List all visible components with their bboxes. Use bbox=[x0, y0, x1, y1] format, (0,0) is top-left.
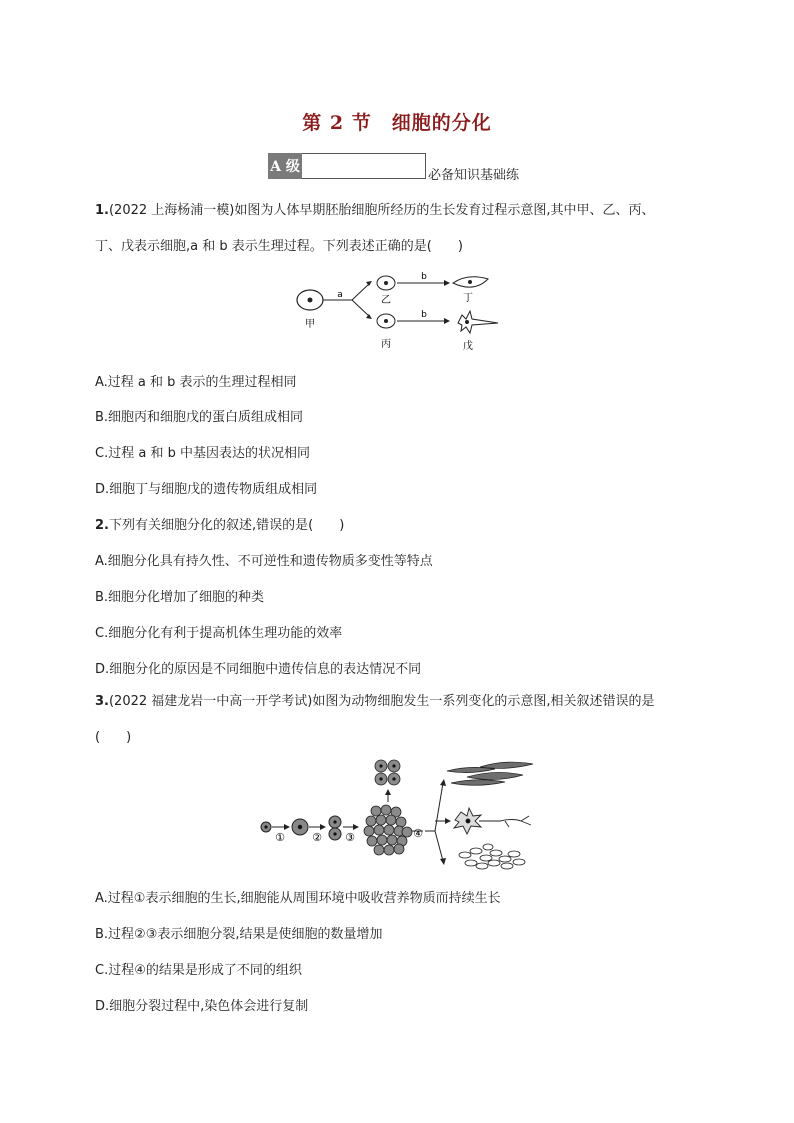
question-3-stem bbox=[95, 684, 705, 756]
cell-yi bbox=[377, 276, 395, 290]
question-2-stem bbox=[95, 514, 344, 533]
level-badge: A 级 bbox=[268, 153, 302, 179]
cell-small bbox=[261, 822, 271, 832]
label-ding: 丁 bbox=[463, 293, 473, 304]
level-header bbox=[268, 151, 520, 183]
question-3-number: 3. bbox=[95, 694, 109, 709]
question-2-option-c: C.细胞分化有利于提高机体生理功能的效率 bbox=[95, 626, 343, 641]
cell-large bbox=[292, 819, 308, 835]
level-blank-box bbox=[302, 153, 426, 179]
question-2-option-a: A.细胞分化具有持久性、不可逆性和遗传物质多变性等特点 bbox=[95, 554, 433, 569]
question-1-stem-line1: (2022 上海杨浦一模)如图为人体早期胚胎细胞所经历的生长发育过程示意图,其中甲、乙、丙、 bbox=[108, 203, 655, 218]
cell-cluster bbox=[364, 805, 412, 855]
question-3-figure bbox=[255, 755, 540, 877]
blood-cells bbox=[459, 844, 525, 869]
label-bing: 丙 bbox=[381, 339, 391, 350]
question-3-option-b: B.过程②③表示细胞分裂,结果是使细胞的数量增加 bbox=[95, 927, 383, 942]
question-3-option-c: C.过程④的结果是形成了不同的组织 bbox=[95, 963, 302, 978]
question-1-number: 1. bbox=[95, 203, 109, 218]
label-yi: 乙 bbox=[381, 295, 391, 306]
muscle-tissue bbox=[447, 762, 533, 785]
question-2-number: 2. bbox=[95, 518, 109, 533]
question-2-option-d: D.细胞分化的原因是不同细胞中遗传信息的表达情况不同 bbox=[95, 662, 422, 677]
label-wu: 戊 bbox=[463, 341, 473, 352]
question-3-stem-line2: ( ) bbox=[95, 730, 132, 745]
question-2-stem-text: 下列有关细胞分化的叙述,错误的是( ) bbox=[108, 518, 345, 533]
cell-jia bbox=[297, 290, 323, 310]
question-1-figure bbox=[290, 265, 510, 360]
process-3-label: ③ bbox=[345, 831, 355, 844]
question-2-option-b: B.细胞分化增加了细胞的种类 bbox=[95, 590, 265, 605]
cell-ding bbox=[453, 277, 488, 287]
label-b-top: b bbox=[421, 272, 427, 282]
page-title: 第 2 节 细胞的分化 bbox=[302, 112, 492, 134]
process-1-label: ① bbox=[275, 831, 285, 844]
question-1-stem bbox=[95, 193, 705, 265]
cell-bing bbox=[377, 314, 395, 328]
process-2-label: ② bbox=[312, 831, 322, 844]
question-1-stem-line2: 丁、戊表示细胞,a 和 b 表示生理过程。下列表述正确的是( ) bbox=[95, 239, 463, 254]
question-1-option-c: C.过程 a 和 b 中基因表达的状况相同 bbox=[95, 446, 310, 461]
question-1-option-d: D.细胞丁与细胞戊的遗传物质组成相同 bbox=[95, 482, 318, 497]
question-3-option-a: A.过程①表示细胞的生长,细胞能从周围环境中吸收营养物质而持续生长 bbox=[95, 891, 501, 906]
question-3-stem-line1: (2022 福建龙岩一中高一开学考试)如图为动物细胞发生一系列变化的示意图,相关叙述错误的是 bbox=[108, 694, 655, 709]
question-1-option-b: B.细胞丙和细胞戊的蛋白质组成相同 bbox=[95, 410, 304, 425]
neuron bbox=[454, 808, 531, 834]
cell-wu bbox=[458, 311, 498, 333]
cell-pair bbox=[329, 816, 341, 840]
label-a: a bbox=[337, 290, 343, 300]
cell-four bbox=[375, 760, 400, 785]
level-label: 必备知识基础练 bbox=[428, 168, 520, 183]
label-jia: 甲 bbox=[305, 319, 315, 330]
process-4-label: ④ bbox=[413, 827, 423, 840]
label-b-bottom: b bbox=[421, 310, 427, 320]
question-1-option-a: A.过程 a 和 b 表示的生理过程相同 bbox=[95, 375, 297, 390]
question-3-option-d: D.细胞分裂过程中,染色体会进行复制 bbox=[95, 999, 309, 1014]
